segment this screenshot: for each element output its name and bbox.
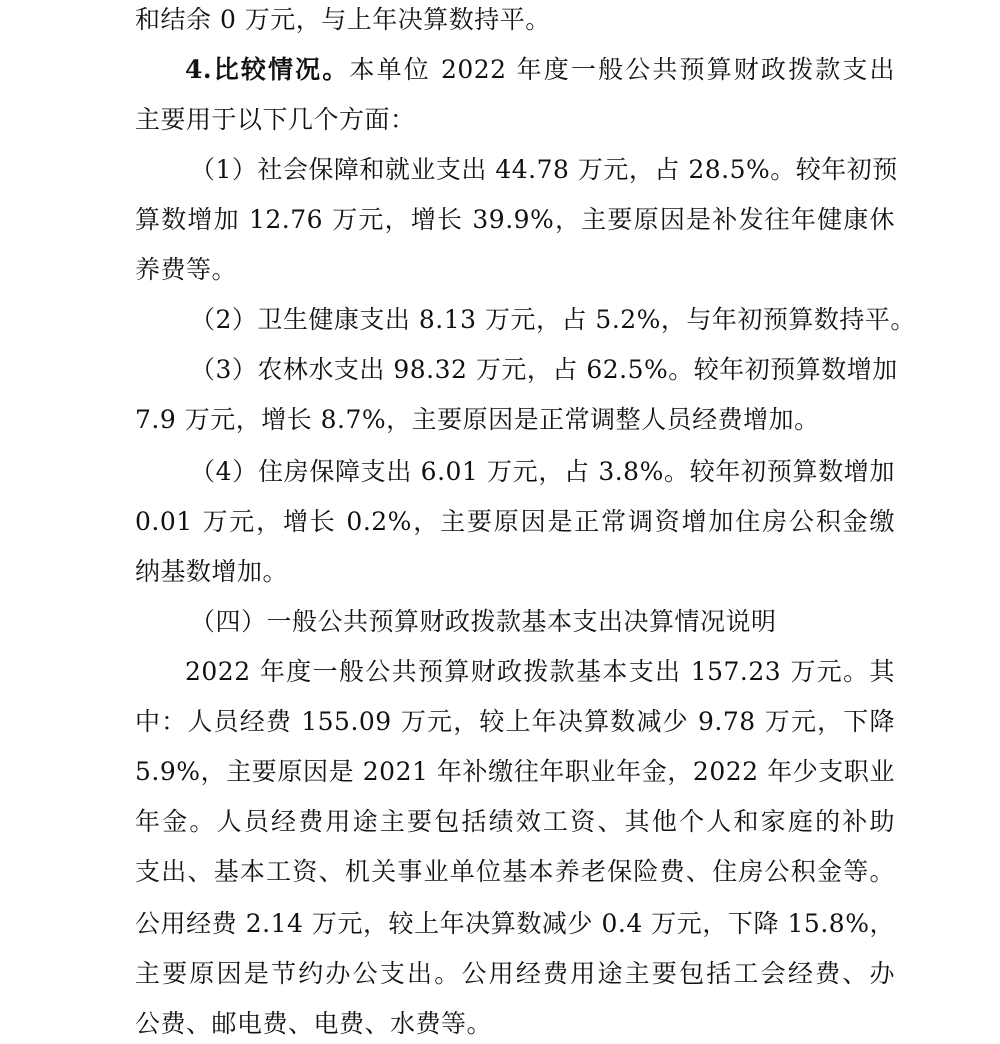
text-line: 年金。人员经费用途主要包括绩效工资、其他个人和家庭的补助	[135, 807, 895, 836]
text-line: 0.01 万元，增长 0.2%，主要原因是正常调资增加住房公积金缴	[135, 507, 895, 536]
text-line: 公费、邮电费、电费、水费等。	[135, 1009, 493, 1038]
text-line: 中：人员经费 155.09 万元，较上年决算数减少 9.78 万元，下降	[135, 707, 895, 736]
comparison-paragraph-first-line	[185, 50, 895, 90]
text-line: 主要用于以下几个方面：	[135, 105, 416, 134]
text-line: 支出、基本工资、机关事业单位基本养老保险费、住房公积金等。	[135, 857, 895, 886]
text-line: （3）农林水支出 98.32 万元，占 62.5%。较年初预算数增加	[190, 355, 898, 384]
text-line: 养费等。	[135, 255, 238, 284]
comparison-heading: 4.比较情况。	[185, 55, 350, 84]
text-line: 纳基数增加。	[135, 557, 289, 586]
comparison-text: 本单位 2022 年度一般公共预算财政拨款支出	[349, 55, 895, 84]
text-line: （2）卫生健康支出 8.13 万元，占 5.2%，与年初预算数持平。	[190, 305, 916, 334]
text-line: 主要原因是节约办公支出。公用经费用途主要包括工会经费、办	[135, 959, 895, 988]
text-line: 和结余 0 万元，与上年决算数持平。	[135, 5, 551, 34]
text-line: 算数增加 12.76 万元，增长 39.9%，主要原因是补发往年健康休	[135, 205, 895, 234]
text-line: 公用经费 2.14 万元，较上年决算数减少 0.4 万元，下降 15.8%，	[135, 909, 895, 938]
text-line: 5.9%，主要原因是 2021 年补缴往年职业年金，2022 年少支职业	[135, 757, 895, 786]
text-line: 2022 年度一般公共预算财政拨款基本支出 157.23 万元。其	[185, 657, 895, 686]
text-line: （4）住房保障支出 6.01 万元，占 3.8%。较年初预算数增加	[190, 457, 895, 486]
text-line: 7.9 万元，增长 8.7%，主要原因是正常调整人员经费增加。	[135, 405, 820, 434]
section-heading: （四）一般公共预算财政拨款基本支出决算情况说明	[190, 607, 777, 636]
text-line: （1）社会保障和就业支出 44.78 万元，占 28.5%。较年初预	[190, 155, 898, 184]
